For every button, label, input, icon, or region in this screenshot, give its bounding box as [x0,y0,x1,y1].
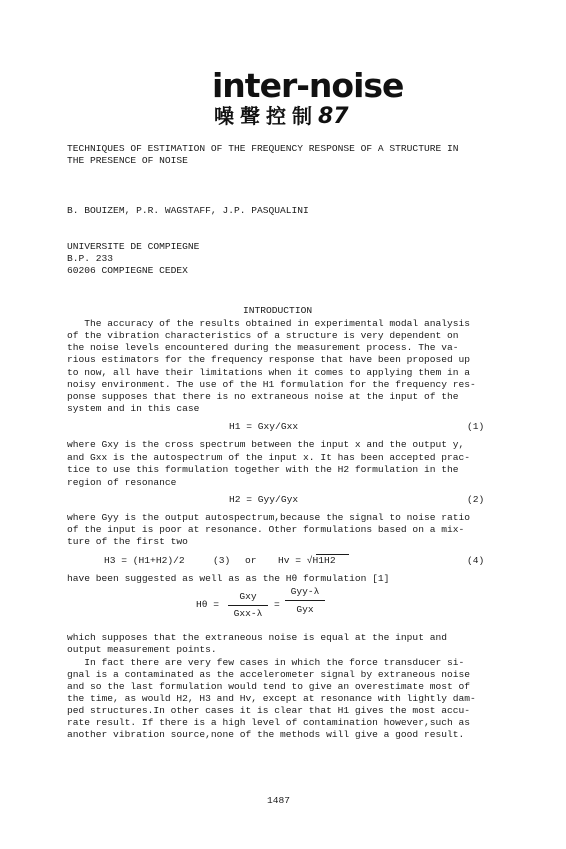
body-line: where Gxy is the cross spectrum between the input x and the output y, [67,439,465,450]
body-line: The accuracy of the results obtained in experimental modal analysis [67,318,471,329]
fraction-1-numerator: Gxy [239,591,257,602]
body-line: the noise levels encountered during the measurement process. The va- [67,342,459,353]
equation-number-2: (2) [467,494,485,505]
sqrt-overline [316,554,349,555]
fraction-2-bar [285,600,325,601]
equation-number-3: (3) [213,555,231,566]
body-line: the time, as would H2, H3 and Hv, except at resonance with lightly dam- [67,693,476,704]
paper-authors: B. BOUIZEM, P.R. WAGSTAFF, J.P. PASQUALINI [67,205,309,216]
body-line: tice to use this formulation together with the H2 formulation in the [67,464,459,475]
conference-logo-subtitle [214,100,349,129]
fraction-2-numerator: Gyy-λ [290,586,320,597]
equation-number-1: (1) [467,421,485,432]
fraction-1-bar [228,605,268,606]
equation-2: H2 = Gyy/Gyx [229,494,299,505]
paper-title-line-1: TECHNIQUES OF ESTIMATION OF THE FREQUENCY RESPONSE OF A STRUCTURE IN [67,143,459,154]
logo-cjk-text: 噪聲控制 [214,104,318,128]
body-line: another vibration source,none of the methods will give a good result. [67,729,465,740]
equation-1: H1 = Gxy/Gxx [229,421,299,432]
body-line: and so the last formulation would tend to give an overestimate most of [67,681,471,692]
fraction-2-denominator: Gyx [296,604,314,615]
equation-4: Hv = √H1H2 [278,555,336,566]
body-line: output measurement points. [67,644,217,655]
equation-5-lhs: Hθ = [196,599,220,610]
affiliation-line-1: UNIVERSITE DE COMPIEGNE [67,241,200,252]
affiliation-line-3: 60206 COMPIEGNE CEDEX [67,265,188,276]
conference-logo: inter-noise [212,66,404,105]
page-number: 1487 [267,795,291,806]
paper-title-line-2: THE PRESENCE OF NOISE [67,155,188,166]
affiliation-line-2: B.P. 233 [67,253,114,264]
body-line: where Gyy is the output autospectrum,because the signal to noise ratio [67,512,471,523]
equation-or: or [245,555,257,566]
body-line: In fact there are very few cases in which the force transducer si- [67,657,465,668]
body-line: ture of the first two [67,536,188,547]
body-line: rate result. If there is a high level of contamination however,such as [67,717,471,728]
equation-5-equals: = [274,599,280,610]
body-line: which supposes that the extraneous noise is equal at the input and [67,632,447,643]
body-line: ponse supposes that there is no extraneous noise at the input of the [67,391,459,402]
body-line: ped structures.In other cases it is clear that H1 gives the most accu- [67,705,471,716]
fraction-1-denominator: Gxx-λ [233,608,263,619]
body-line: gnal is a contaminated as the accelerometer signal by extraneous noise [67,669,471,680]
section-heading: INTRODUCTION [243,305,313,316]
equation-number-4: (4) [467,555,485,566]
body-line: region of resonance [67,477,177,488]
body-line: to now, all have their limitations when it comes to applying them in a [67,367,471,378]
body-line: of the input is poor at resonance. Other formulations based on a mix- [67,524,465,535]
body-line: of the vibration characteristics of a structure is very dependent on [67,330,459,341]
logo-year: 87 [318,104,349,129]
body-line: noisy environment. The use of the H1 formulation for the frequency res- [67,379,476,390]
body-line: have been suggested as well as as the Hθ formulation [1] [67,573,390,584]
body-line: rious estimators for the frequency response that have been proposed up [67,354,471,365]
body-line: and Gxx is the autospectrum of the input x. It has been accepted prac- [67,452,471,463]
body-line: system and in this case [67,403,200,414]
equation-3: H3 = (H1+H2)/2 [104,555,185,566]
